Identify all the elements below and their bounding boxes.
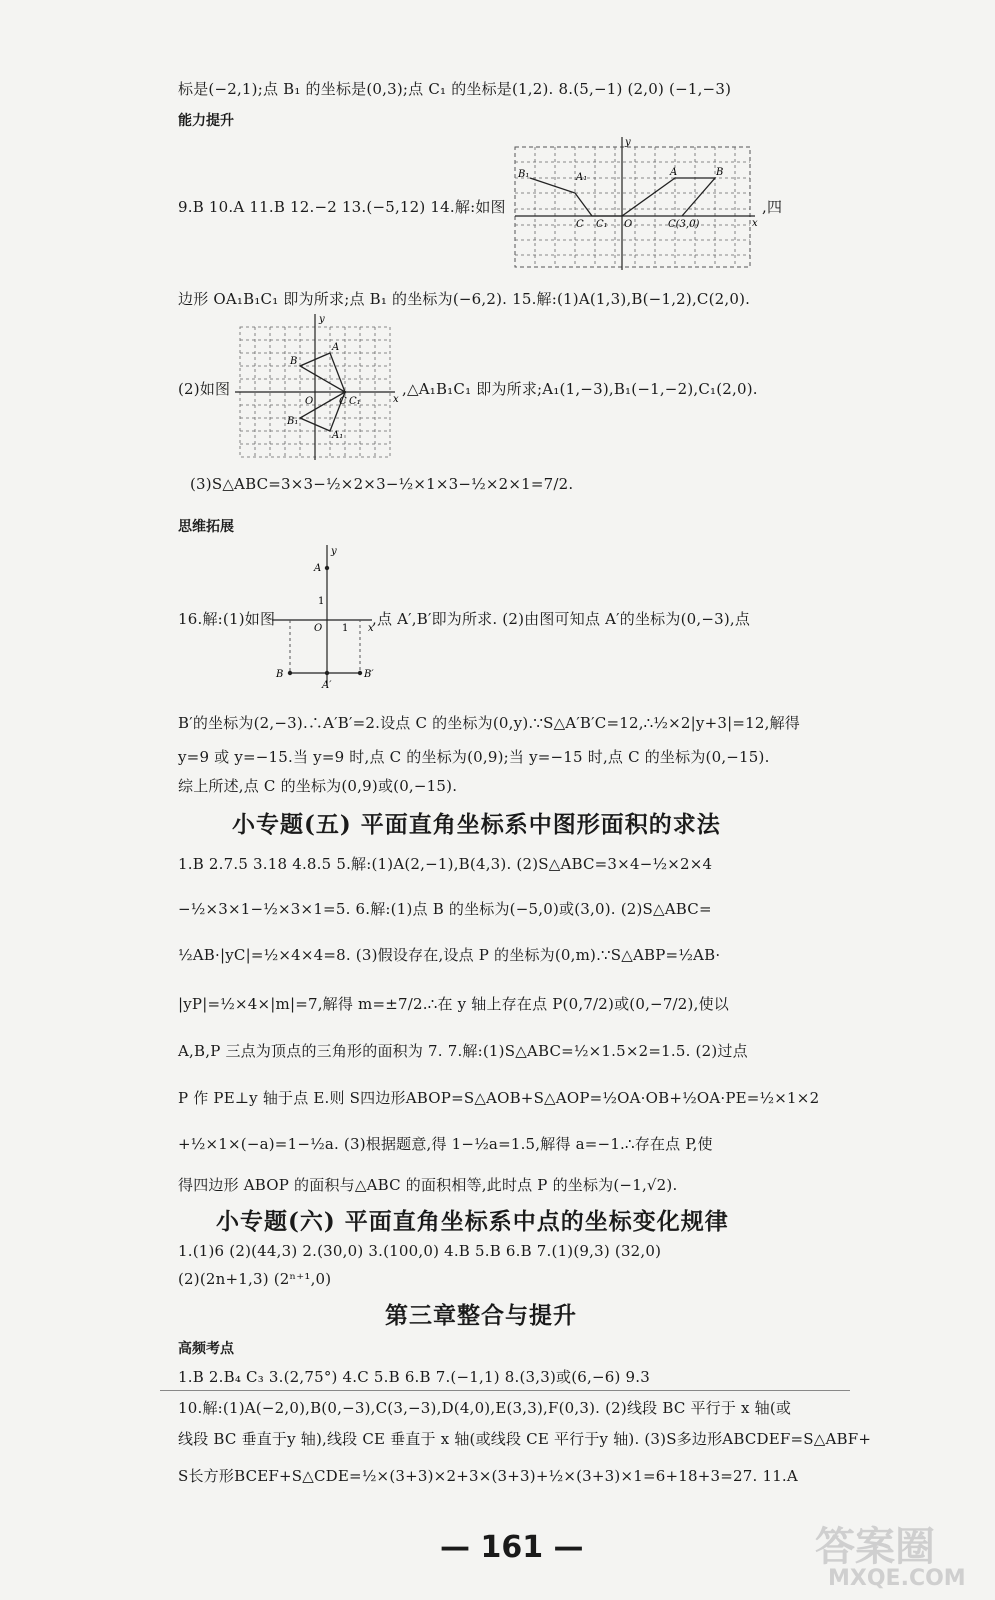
answer-line: 1.B 2.B₄ C₃ 3.(2,75°) 4.C 5.B 6.B 7.(−1,1) 8.(3,3)或(6,−6) 9.3: [178, 1368, 650, 1386]
label-A: A: [314, 563, 322, 574]
answer-line: (3)S△ABC=3×3−½×2×3−½×1×3−½×2×1=7/2.: [190, 475, 574, 493]
topic-heading-6: 小专题(六) 平面直角坐标系中点的坐标变化规律: [216, 1208, 729, 1235]
answer-line: 综上所述,点 C 的坐标为(0,9)或(0,−15).: [178, 777, 458, 795]
y-axis-label: y: [625, 137, 631, 148]
divider: [160, 1390, 850, 1391]
x-axis-label: x: [368, 623, 374, 634]
answer-line-tail: ,点 A′,B′即为所求. (2)由图可知点 A′的坐标为(0,−3),点: [372, 610, 751, 628]
answer-line: (2)(2n+1,3) (2ⁿ⁺¹,0): [178, 1270, 332, 1288]
topic-heading-5: 小专题(五) 平面直角坐标系中图形面积的求法: [232, 811, 721, 838]
answer-line: A,B,P 三点为顶点的三角形的面积为 7. 7.解:(1)S△ABC=½×1.5×2=1.5. (2)过点: [178, 1042, 748, 1060]
label-B1: B₁: [287, 416, 299, 427]
label-O: O: [314, 623, 323, 634]
x-axis-label: x: [752, 218, 758, 229]
label-C30: C(3,0): [668, 219, 700, 230]
answer-line: S长方形BCEF+S△CDE=½×(3+3)×2+3×(3+3)+½×(3+3)×1=6+18+3=27. 11.A: [178, 1467, 798, 1485]
label-B1: B₁: [518, 169, 530, 180]
answer-line: 10.解:(1)A(−2,0),B(0,−3),C(3,−3),D(4,0),E(3,3),F(0,3). (2)线段 BC 平行于 x 轴(或: [178, 1399, 792, 1417]
answer-line: 边形 OA₁B₁C₁ 即为所求;点 B₁ 的坐标为(−6,2). 15.解:(1)A(1,3),B(−1,2),C(2,0).: [178, 290, 751, 308]
section-heading-highfreq: 高频考点: [178, 1341, 234, 1357]
watermark-logo: 答案圈: [815, 1524, 935, 1570]
label-A: A: [332, 342, 340, 353]
answer-line: y=9 或 y=−15.当 y=9 时,点 C 的坐标为(0,9);当 y=−15 时,点 C 的坐标为(0,−15).: [178, 748, 770, 766]
page-number: — 161 —: [440, 1530, 584, 1565]
answer-line: 1.(1)6 (2)(44,3) 2.(30,0) 3.(100,0) 4.B 5.B 6.B 7.(1)(9,3) (32,0): [178, 1242, 662, 1260]
label-C: C: [339, 396, 347, 407]
answer-line: ½AB·|yC|=½×4×4=8. (3)假设存在,设点 P 的坐标为(0,m).∵S△ABP=½AB·: [178, 946, 721, 964]
label-O: O: [624, 219, 633, 230]
answer-line: 线段 BC 垂直于y 轴),线段 CE 垂直于 x 轴(或线段 CE 平行于y 轴). (3)S多边形ABCDEF=S△ABF+: [178, 1430, 872, 1448]
answer-line: 9.B 10.A 11.B 12.−2 13.(−5,12) 14.解:如图: [178, 198, 506, 216]
answer-line: |yP|=½×4×|m|=7,解得 m=±7/2.∴在 y 轴上存在点 P(0,7/2)或(0,−7/2),使以: [178, 995, 729, 1013]
answer-line: 16.解:(1)如图: [178, 610, 276, 628]
answer-line: B′的坐标为(2,−3).∴A′B′=2.设点 C 的坐标为(0,y).∵S△A′B′C=12,∴½×2|y+3|=12,解得: [178, 714, 800, 732]
label-B: B: [290, 356, 298, 367]
answer-line: 1.B 2.7.5 3.18 4.8.5 5.解:(1)A(2,−1),B(4,3). (2)S△ABC=3×4−½×2×4: [178, 855, 713, 873]
section-heading-ability: 能力提升: [178, 113, 234, 129]
answer-line: P 作 PE⊥y 轴于点 E.则 S四边形ABOP=S△AOB+S△AOP=½OA·OB+½OA·PE=½×1×2: [178, 1089, 820, 1107]
label-B: B: [276, 669, 284, 680]
label-A1: A₁: [576, 172, 588, 183]
x-axis-label: x: [393, 394, 399, 405]
label-A1: A₁: [332, 430, 344, 441]
answer-line: −½×3×1−½×3×1=5. 6.解:(1)点 B 的坐标为(−5,0)或(3,0). (2)S△ABC=: [178, 900, 712, 918]
label-O: O: [305, 396, 314, 407]
answer-line: (2)如图: [178, 380, 231, 398]
label-A: A: [670, 167, 678, 178]
answer-line: 标是(−2,1);点 B₁ 的坐标是(0,3);点 C₁ 的坐标是(1,2). 8.(5,−1) (2,0) (−1,−3): [178, 80, 732, 98]
tick-one-y: 1: [318, 596, 325, 607]
coordinate-figure-14: [510, 135, 760, 270]
answer-line-tail: ,△A₁B₁C₁ 即为所求;A₁(1,−3),B₁(−1,−2),C₁(2,0).: [402, 380, 758, 398]
label-B-prime: B′: [364, 669, 374, 680]
label-C1: C₁: [596, 219, 608, 230]
y-axis-label: y: [331, 546, 337, 557]
answer-line-tail: ,四: [762, 198, 783, 216]
label-C1: C₁: [349, 396, 361, 407]
tick-one-x: 1: [342, 623, 349, 634]
label-A-prime: A′: [322, 680, 332, 690]
answer-line: +½×1×(−a)=1−½a. (3)根据题意,得 1−½a=1.5,解得 a=−1.∴存在点 P,使: [178, 1135, 713, 1153]
label-C: C: [576, 219, 584, 230]
section-heading-thinking: 思维拓展: [178, 519, 234, 535]
answer-line: 得四边形 ABOP 的面积与△ABC 的面积相等,此时点 P 的坐标为(−1,√2).: [178, 1176, 678, 1194]
y-axis-label: y: [319, 314, 325, 325]
label-B: B: [716, 167, 724, 178]
watermark-url: MXQE.COM: [828, 1566, 966, 1591]
coordinate-figure-15: [235, 312, 405, 462]
chapter-heading: 第三章整合与提升: [385, 1302, 577, 1329]
